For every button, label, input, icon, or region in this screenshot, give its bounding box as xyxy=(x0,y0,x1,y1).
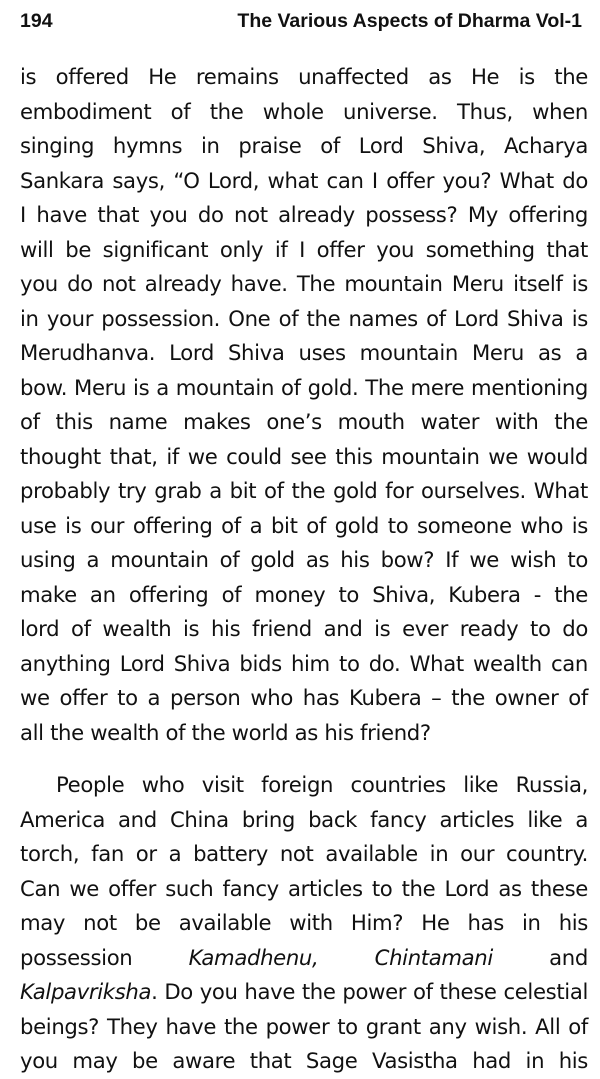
text-line: embodiment of the whole universe. Thus, when xyxy=(20,98,588,124)
text-line-with-italics xyxy=(20,941,588,976)
text-line: make an offering of money to Shiva, Kubera - the xyxy=(20,581,588,607)
paragraph-1 xyxy=(20,60,588,750)
text-line: of this name makes one’s mouth water with the xyxy=(20,409,588,434)
line-segment: . Do you have the power of these celestial xyxy=(151,979,588,1004)
running-header xyxy=(20,4,582,38)
text-line: I have that you do not already possess? My offering xyxy=(20,202,588,227)
text-line: is offered He remains unaffected as He is the xyxy=(20,64,588,89)
term-chintamani: Chintamani xyxy=(374,944,493,970)
text-line: use is our offering of a bit of gold to someone who is xyxy=(20,512,588,538)
text-line: bow. Meru is a mountain of gold. The mere mentioning xyxy=(20,374,588,400)
text-line: singing hymns in praise of Lord Shiva, Acharya xyxy=(20,133,588,158)
book-title: The Various Aspects of Dharma Vol-1 xyxy=(237,10,582,32)
text-line: will be significant only if I offer you something that xyxy=(20,236,588,262)
text-line: may not be available with Him? He has in his xyxy=(20,910,588,935)
page-number: 194 xyxy=(20,10,53,32)
text-line-with-italics xyxy=(20,975,588,1010)
text-line: you may be aware that Sage Vasistha had in his xyxy=(20,1048,588,1073)
text-line: torch, fan or a battery not available in our country. xyxy=(20,841,588,866)
text-line: Merudhanva. Lord Shiva uses mountain Meru as a xyxy=(20,340,588,365)
paragraph-gap xyxy=(20,750,588,768)
line-segment: possession xyxy=(20,944,133,970)
text-line: we offer to a person who has Kubera – the owner of xyxy=(20,685,588,710)
text-line: beings? They have the power to grant any wish. All of xyxy=(20,1013,588,1039)
paragraph-2 xyxy=(20,768,588,1079)
body-text xyxy=(20,60,588,1079)
text-line: America and China bring back fancy articles like a xyxy=(20,806,588,832)
text-line: People who visit foreign countries like Russia, xyxy=(56,772,588,797)
term-kamadhenu: Kamadhenu, xyxy=(188,944,319,970)
text-line: thought that, if we could see this mountain we would xyxy=(20,443,588,469)
text-line: Can we offer such fancy articles to the Lord as these xyxy=(20,875,588,901)
term-kalpavriksha: Kalpavriksha xyxy=(20,979,152,1004)
text-line: probably try grab a bit of the gold for ourselves. What xyxy=(20,478,588,503)
line-segment: and xyxy=(549,944,588,970)
text-line: you do not already have. The mountain Meru itself is xyxy=(20,271,588,296)
text-line: using a mountain of gold as his bow? If we wish to xyxy=(20,547,588,572)
text-line: Sankara says, “O Lord, what can I offer you? What do xyxy=(20,167,588,193)
text-line: lord of wealth is his friend and is ever ready to do xyxy=(20,616,588,641)
text-line: in your possession. One of the names of Lord Shiva is xyxy=(20,305,588,331)
text-line: all the wealth of the world as his friend? xyxy=(20,719,431,745)
text-line: anything Lord Shiva bids him to do. What wealth can xyxy=(20,650,588,676)
